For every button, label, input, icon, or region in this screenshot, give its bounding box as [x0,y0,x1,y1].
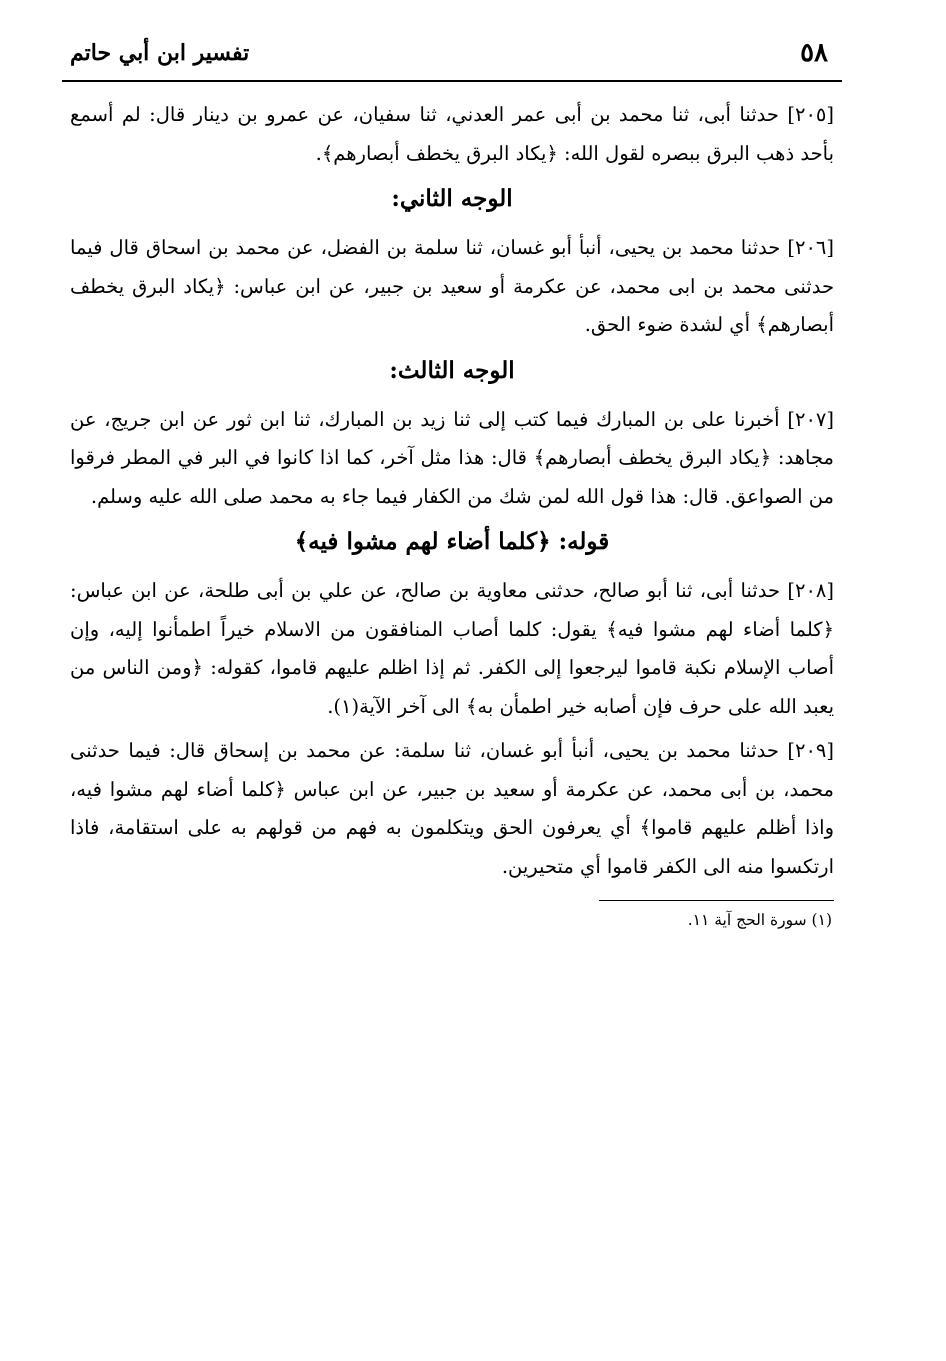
page-content [62,96,842,886]
paragraph-209: [٢٠٩] حدثنا محمد بن يحيى، أنبأ أبو غسان، ثنا سلمة: عن محمد بن إسحاق قال: فيما حدثنى محمد، بن أبى محمد، عن عكرمة أو سعيد بن جبير، عن ابن عباس ﴿كلما أضاء لهم مشوا فيه، واذا أظلم عليهم قاموا﴾ أي يعرفون الحق ويتكلمون به فهم من قولهم به على استقامة، فاذا ارتكسوا منه الى الكفر قاموا أي متحيرين. [70,739,834,878]
footnote-1: (١) سورة الحج آية ١١. [687,911,832,929]
paragraph-207: [٢٠٧] أخبرنا على بن المبارك فيما كتب إلى ثنا زيد بن المبارك، ثنا ابن ثور عن ابن جريج، عن مجاهد: ﴿يكاد البرق يخطف أبصارهم﴾ قال: هذا مثل آخر، كما اذا كانوا في البر في المطر فرقوا من الصواعق. قال: هذا قول الله لمن شك من الكفار فيما جاء به محمد صلى الله عليه وسلم. [70,407,834,508]
paragraph-208: [٢٠٨] حدثنا أبى، ثنا أبو صالح، حدثنى معاوية بن صالح، عن علي بن أبى طلحة، عن ابن عباس: ﴿كلما أضاء لهم مشوا فيه﴾ يقول: كلما أصاب المنافقون من الاسلام خيراً اطمأنوا إليه، وإن أصاب الإسلام نكبة قاموا ليرجعوا إلى الكفر. ثم إذا اظلم عليهم قاموا، كقوله: ﴿ومن الناس من يعبد الله على حرف فإن أصابه خير اطمأن به﴾ الى آخر الآية(١). [70,579,834,718]
book-page [62,38,842,1328]
page-number: ٥٨ [800,38,828,68]
section-heading-third-aspect: الوجه الثالث: [389,356,515,384]
section-heading-second-aspect: الوجه الثاني: [391,185,513,212]
paragraph-206: [٢٠٦] حدثنا محمد بن يحيى، أنبأ أبو غسان، ثنا سلمة بن الفضل، عن محمد بن اسحاق قال فيما حدثنى محمد بن ابى محمد، عن عكرمة أو سعيد بن جبير، عن ابن عباس: ﴿يكاد البرق يخطف أبصارهم﴾ أي لشدة ضوء الحق. [70,236,834,336]
book-title: تفسير ابن أبي حاتم [70,40,250,66]
section-heading-verse: قوله: ﴿كلما أضاء لهم مشوا فيه﴾ [294,528,610,555]
running-header [62,38,842,82]
paragraph-205: [٢٠٥] حدثنا أبى، ثنا محمد بن أبى عمر العدني، ثنا سفيان، عن عمرو بن دينار قال: لم أسمع بأحد ذهب البرق ببصره لقول الله: ﴿يكاد البرق يخطف أبصارهم﴾. [70,103,834,165]
